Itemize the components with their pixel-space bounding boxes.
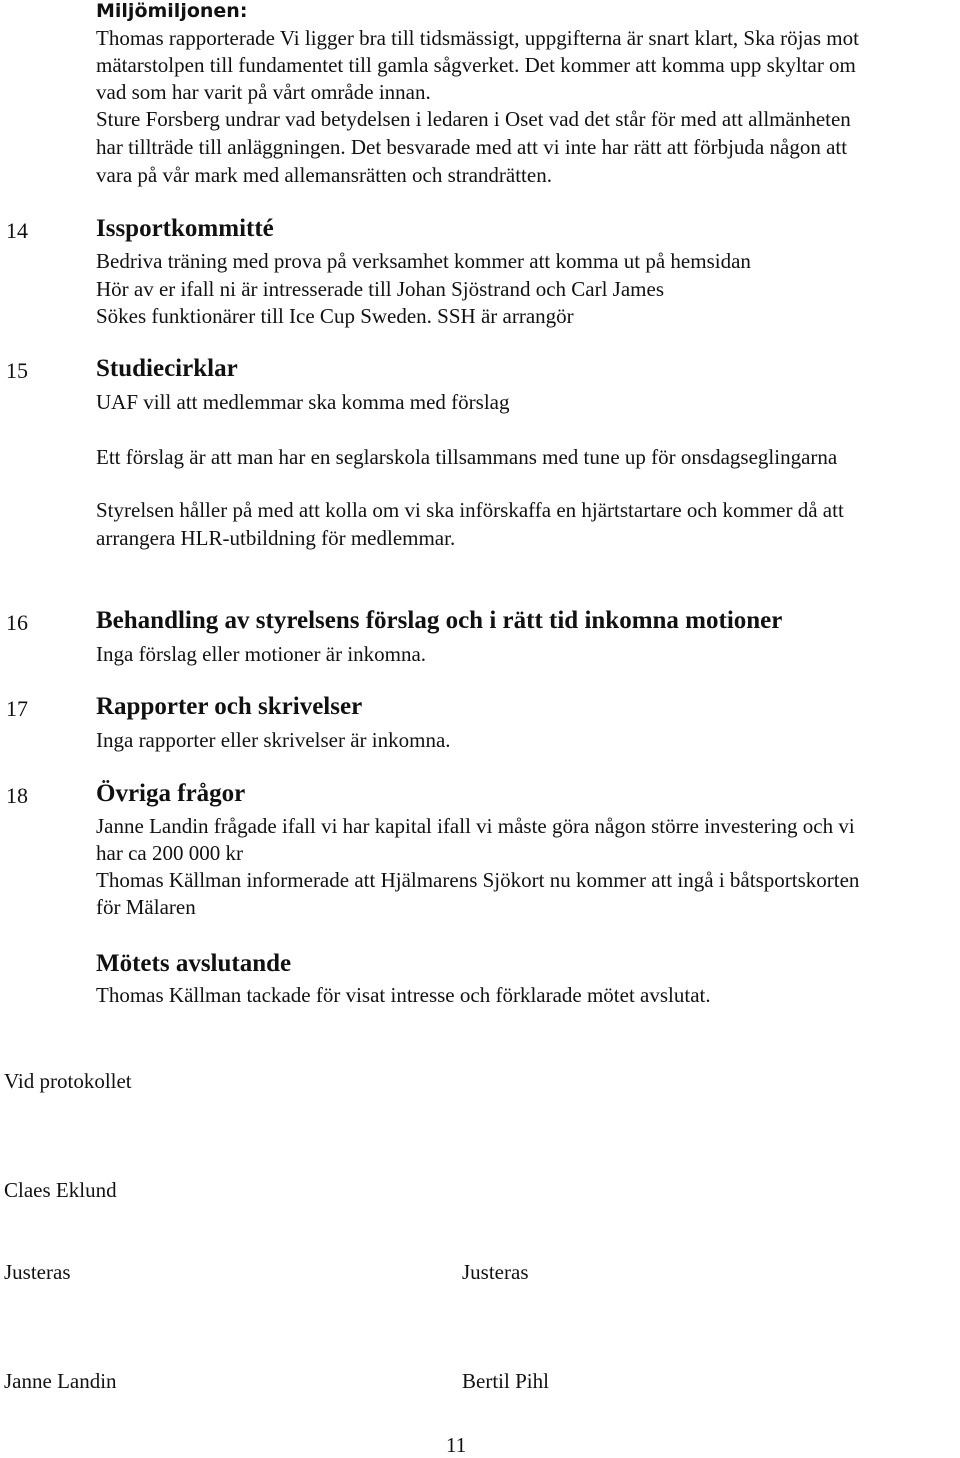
section-number: 17 <box>6 696 28 721</box>
secretary-name: Claes Eklund <box>4 1178 117 1202</box>
section-heading: Issportkommitté <box>96 215 274 242</box>
section-number: 16 <box>6 610 28 635</box>
closing-line: Thomas Källman tackade för visat intresse och förklarade mötet avslutat. <box>96 983 711 1007</box>
section-line: för Mälaren <box>96 895 196 919</box>
section-line: Ett förslag är att man har en seglarskola tillsammans med tune up för onsdagseglingarna <box>96 445 838 469</box>
section-line: Inga rapporter eller skrivelser är inkomna. <box>96 728 451 752</box>
section-number: 15 <box>6 358 28 383</box>
section-line: Bedriva träning med prova på verksamhet kommer att komma ut på hemsidan <box>96 249 751 273</box>
section-line: Sökes funktionärer till Ice Cup Sweden. SSH är arrangör <box>96 304 574 328</box>
miljo-line-5: har tillträde till anläggningen. Det besvarade med att vi inte har rätt att förbjuda någon att <box>96 135 848 159</box>
miljo-line-1: Thomas rapporterade Vi ligger bra till tidsmässigt, uppgifterna är snart klart, Ska röjas mot <box>96 26 859 50</box>
section-line: arrangera HLR-utbildning för medlemmar. <box>96 526 456 550</box>
protocol-label: Vid protokollet <box>4 1069 132 1093</box>
closing-heading: Mötets avslutande <box>96 950 292 977</box>
miljo-line-4: Sture Forsberg undrar vad betydelsen i ledaren i Oset vad det står för med att allmänheten <box>96 107 851 131</box>
miljo-line-2: mätarstolpen till fundamentet till gamla sågverket. Det kommer att komma upp skyltar om <box>96 53 856 77</box>
section-heading: Studiecirklar <box>96 355 238 382</box>
section-heading: Behandling av styrelsens förslag och i rätt tid inkomna motioner <box>96 607 783 634</box>
section-heading: Övriga frågor <box>96 780 246 807</box>
section-number: 14 <box>6 218 28 243</box>
section-line: UAF vill att medlemmar ska komma med förslag <box>96 390 510 414</box>
section-line: Inga förslag eller motioner är inkomna. <box>96 642 427 666</box>
section-line: Styrelsen håller på med att kolla om vi ska införskaffa en hjärtstartare och kommer då att <box>96 498 844 522</box>
section-heading: Rapporter och skrivelser <box>96 693 363 720</box>
section-line: har ca 200 000 kr <box>96 841 243 865</box>
signer-left-name: Janne Landin <box>4 1369 117 1393</box>
justeras-label-right: Justeras <box>462 1260 529 1284</box>
section-line: Thomas Källman informerade att Hjälmarens Sjökort nu kommer att ingå i båtsportskorten <box>96 868 860 892</box>
miljo-title: Miljömiljonen: <box>96 0 248 22</box>
signer-right-name: Bertil Pihl <box>462 1369 549 1393</box>
page-number: 11 <box>446 1433 467 1457</box>
section-line: Hör av er ifall ni är intresserade till Johan Sjöstrand och Carl James <box>96 277 665 301</box>
miljo-line-6: vara på vår mark med allemansrätten och strandrätten. <box>96 163 552 187</box>
miljo-line-3: vad som har varit på vårt område innan. <box>96 80 431 104</box>
section-number: 18 <box>6 783 28 808</box>
section-line: Janne Landin frågade ifall vi har kapital ifall vi måste göra någon större investering och vi <box>96 814 855 838</box>
justeras-label-left: Justeras <box>4 1260 71 1284</box>
